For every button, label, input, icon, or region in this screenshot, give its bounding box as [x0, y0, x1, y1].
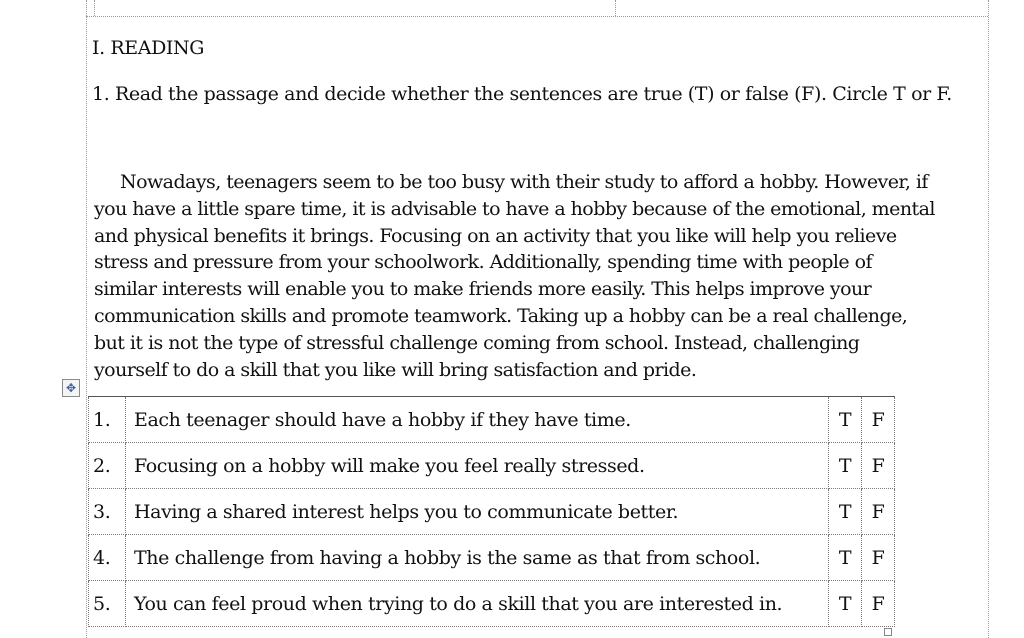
statement-text: You can feel proud when trying to do a skill that you are interested in.	[126, 581, 829, 627]
true-option[interactable]: T	[829, 443, 862, 489]
statement-text: Each teenager should have a hobby if they have time.	[126, 397, 829, 443]
passage-line: stress and pressure from your schoolwork. Additionally, spending time with people of	[94, 251, 872, 274]
passage-line: similar interests will enable you to make friends more easily. This helps improve your	[94, 278, 872, 301]
table-row	[89, 443, 895, 489]
mid-gridline	[615, 0, 616, 16]
passage-line: but it is not the type of stressful challenge coming from school. Instead, challenging	[94, 331, 860, 354]
reading-passage	[94, 169, 994, 383]
passage-line: communication skills and promote teamwork. Taking up a hobby can be a real challenge,	[94, 304, 908, 327]
passage-line: you have a little spare time, it is advisable to have a hobby because of the emotional, mental	[94, 197, 935, 220]
exercise-instruction: 1. Read the passage and decide whether the sentences are true (T) or false (F). Circle T or F.	[92, 83, 952, 105]
false-option[interactable]: F	[862, 489, 895, 535]
statement-number: 3.	[89, 489, 126, 535]
table-row	[89, 535, 895, 581]
false-option[interactable]: F	[862, 397, 895, 443]
false-option[interactable]: F	[862, 443, 895, 489]
section-title: I. READING	[92, 37, 205, 59]
top-gridline	[86, 16, 988, 17]
false-option[interactable]: F	[862, 581, 895, 627]
true-option[interactable]: T	[829, 489, 862, 535]
statement-text: Focusing on a hobby will make you feel really stressed.	[126, 443, 829, 489]
left-inner-gridline	[94, 0, 95, 16]
passage-line: Nowadays, teenagers seem to be too busy with their study to afford a hobby. However, if	[120, 171, 928, 193]
statement-number: 4.	[89, 535, 126, 581]
statement-text: The challenge from having a hobby is the same as that from school.	[126, 535, 829, 581]
table-row	[89, 581, 895, 627]
true-option[interactable]: T	[829, 397, 862, 443]
true-false-table	[88, 396, 895, 627]
statement-text: Having a shared interest helps you to communicate better.	[126, 489, 829, 535]
left-gridline	[86, 0, 87, 638]
table-resize-handle[interactable]	[884, 628, 892, 636]
true-option[interactable]: T	[829, 581, 862, 627]
move-cross-icon[interactable]: ✥	[62, 379, 80, 397]
true-option[interactable]: T	[829, 535, 862, 581]
statement-number: 5.	[89, 581, 126, 627]
passage-line: and physical benefits it brings. Focusing on an activity that you like will help you relieve	[94, 224, 897, 247]
statement-number: 2.	[89, 443, 126, 489]
passage-line: yourself to do a skill that you like will bring satisfaction and pride.	[94, 358, 697, 381]
table-row	[89, 397, 895, 443]
false-option[interactable]: F	[862, 535, 895, 581]
statement-number: 1.	[89, 397, 126, 443]
table-row	[89, 489, 895, 535]
